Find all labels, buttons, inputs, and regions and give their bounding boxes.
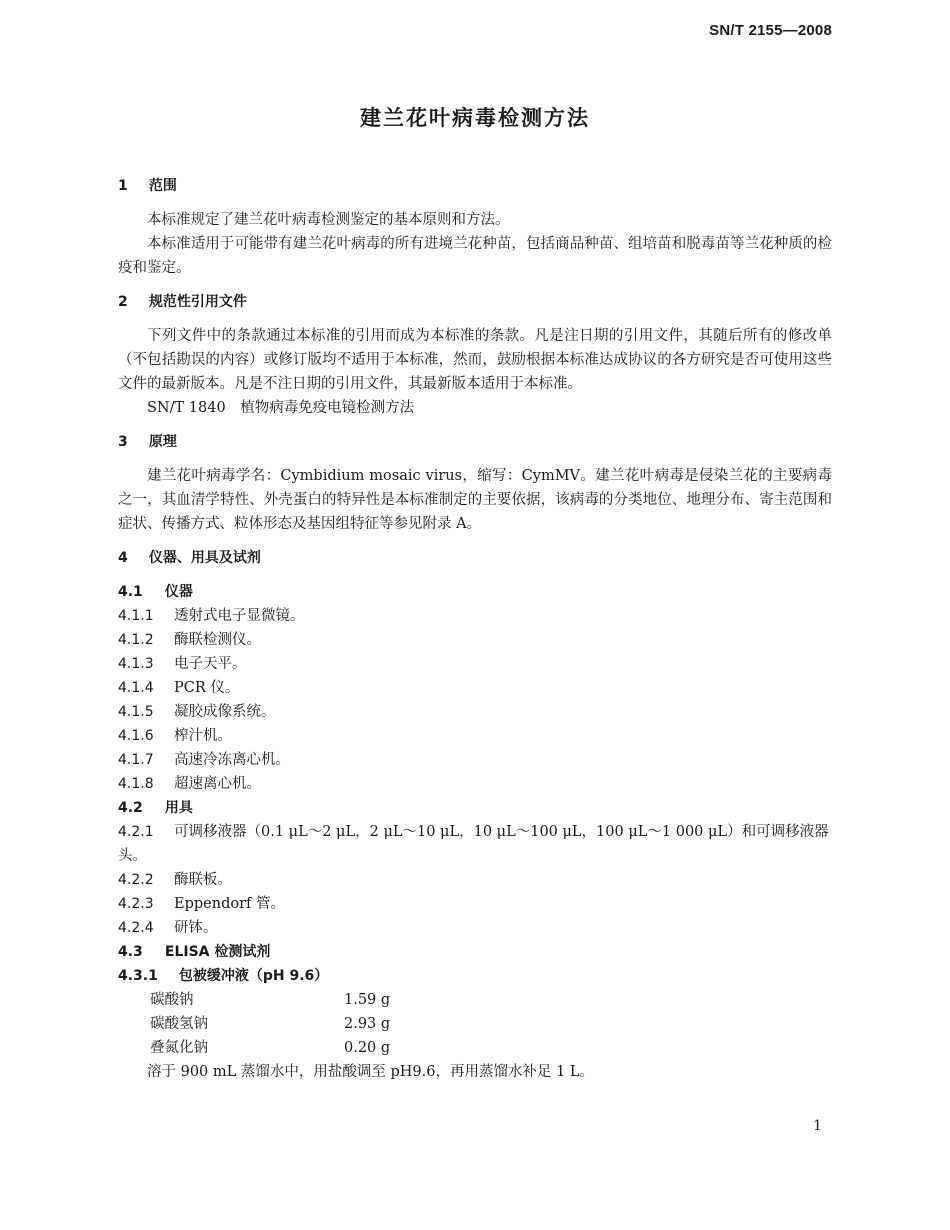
- document-code: SN/T 2155—2008: [709, 22, 832, 39]
- item-text: 凝胶成像系统。: [174, 704, 276, 720]
- page-number: 1: [813, 1118, 822, 1134]
- section-1-heading: [118, 174, 832, 198]
- section-4-heading: [118, 546, 832, 570]
- list-item: [118, 772, 832, 796]
- item-text: 酶联板。: [174, 872, 232, 888]
- list-item: [118, 892, 832, 916]
- list-item: [118, 748, 832, 772]
- item-number: 4.2.1: [118, 824, 154, 840]
- item-text: 超速离心机。: [174, 776, 261, 792]
- paragraph: 建兰花叶病毒学名：Cymbidium mosaic virus，缩写：CymMV。建兰花叶病毒是侵染兰花的主要病毒之一，其血清学特性、外壳蛋白的特异性是本标准制定的主要依据，该病毒的分类地位、地理分布、寄主范围和症状、传播方式、粒体形态及基因组特征等参见附录 A。: [118, 468, 832, 532]
- subsection-number: 4.2: [118, 800, 143, 816]
- section-number: 3: [118, 434, 128, 450]
- reagent-row: [150, 988, 832, 1012]
- section-3-heading: [118, 430, 832, 454]
- section-number: 2: [118, 294, 128, 310]
- list-item: [118, 868, 832, 892]
- item-number: 4.1.5: [118, 704, 154, 720]
- subsection-4-3-1-heading: [118, 964, 832, 988]
- subsection-number: 4.1: [118, 584, 143, 600]
- section-number: 4: [118, 550, 128, 566]
- item-text: Eppendorf 管。: [174, 896, 285, 912]
- subsection-title: ELISA 检测试剂: [164, 944, 271, 960]
- item-number: 4.1.2: [118, 632, 154, 648]
- item-number: 4.1.8: [118, 776, 154, 792]
- section-title: 规范性引用文件: [148, 294, 247, 310]
- section-title: 原理: [148, 434, 177, 450]
- reagent-name: 碳酸钠: [150, 992, 194, 1008]
- reagent-row: [150, 1012, 832, 1036]
- item-number: 4.1.1: [118, 608, 154, 624]
- paragraph: 下列文件中的条款通过本标准的引用而成为本标准的条款。凡是注日期的引用文件，其随后所有的修改单（不包括勘误的内容）或修订版均不适用于本标准，然而，鼓励根据本标准达成协议的各方研究是否可使用这些文件的最新版本。凡是不注日期的引用文件，其最新版本适用于本标准。: [118, 328, 832, 392]
- list-item: [118, 604, 832, 628]
- list-item: [118, 916, 832, 940]
- reagent-amount: 0.20 g: [344, 1040, 391, 1056]
- reagent-amount: 2.93 g: [344, 1016, 391, 1032]
- item-number: 4.2.3: [118, 896, 154, 912]
- item-text: 可调移液器（0.1 μL～2 μL，2 μL～10 μL，10 μL～100 μL，100 μL～1 000 μL）和可调移液器头。: [118, 824, 829, 864]
- reagent-name: 叠氮化钠: [150, 1040, 208, 1056]
- item-text: PCR 仪。: [174, 680, 240, 696]
- reagent-amount: 1.59 g: [344, 992, 391, 1008]
- list-item: [118, 700, 832, 724]
- paragraph: 本标准适用于可能带有建兰花叶病毒的所有进境兰花种苗，包括商品种苗、组培苗和脱毒苗等兰花种质的检疫和鉴定。: [118, 236, 832, 276]
- normative-reference: SN/T 1840 植物病毒免疫电镜检测方法: [147, 400, 415, 416]
- item-text: 研钵。: [174, 920, 218, 936]
- section-2-heading: [118, 290, 832, 314]
- document-title: 建兰花叶病毒检测方法: [360, 106, 590, 130]
- document-body: [118, 174, 832, 1084]
- list-item: [118, 724, 832, 748]
- item-number: 4.1.3: [118, 656, 154, 672]
- subsection-number: 4.3: [118, 944, 143, 960]
- list-item: [118, 628, 832, 652]
- list-item: [118, 652, 832, 676]
- item-text: 酶联检测仪。: [174, 632, 261, 648]
- preparation-note: 溶于 900 mL 蒸馏水中，用盐酸调至 pH9.6，再用蒸馏水补足 1 L。: [147, 1064, 595, 1080]
- subsection-4-3-heading: [118, 940, 832, 964]
- subsection-number: 4.3.1: [118, 968, 158, 984]
- list-item: [118, 820, 832, 868]
- item-text: 高速冷冻离心机。: [174, 752, 290, 768]
- subsection-4-1-heading: [118, 580, 832, 604]
- subsection-title: 仪器: [164, 584, 193, 600]
- item-number: 4.1.4: [118, 680, 154, 696]
- item-number: 4.2.2: [118, 872, 154, 888]
- item-number: 4.1.7: [118, 752, 154, 768]
- item-text: 榨汁机。: [174, 728, 232, 744]
- subsection-title: 包被缓冲液（pH 9.6）: [178, 968, 329, 984]
- item-text: 电子天平。: [174, 656, 247, 672]
- section-number: 1: [118, 178, 128, 194]
- item-number: 4.2.4: [118, 920, 154, 936]
- subsection-4-2-heading: [118, 796, 832, 820]
- item-text: 透射式电子显微镜。: [174, 608, 305, 624]
- section-title: 范围: [148, 178, 177, 194]
- item-number: 4.1.6: [118, 728, 154, 744]
- subsection-title: 用具: [164, 800, 193, 816]
- reagent-name: 碳酸氢钠: [150, 1016, 208, 1032]
- paragraph: 本标准规定了建兰花叶病毒检测鉴定的基本原则和方法。: [147, 212, 510, 228]
- reagent-row: [150, 1036, 832, 1060]
- list-item: [118, 676, 832, 700]
- section-title: 仪器、用具及试剂: [148, 550, 261, 566]
